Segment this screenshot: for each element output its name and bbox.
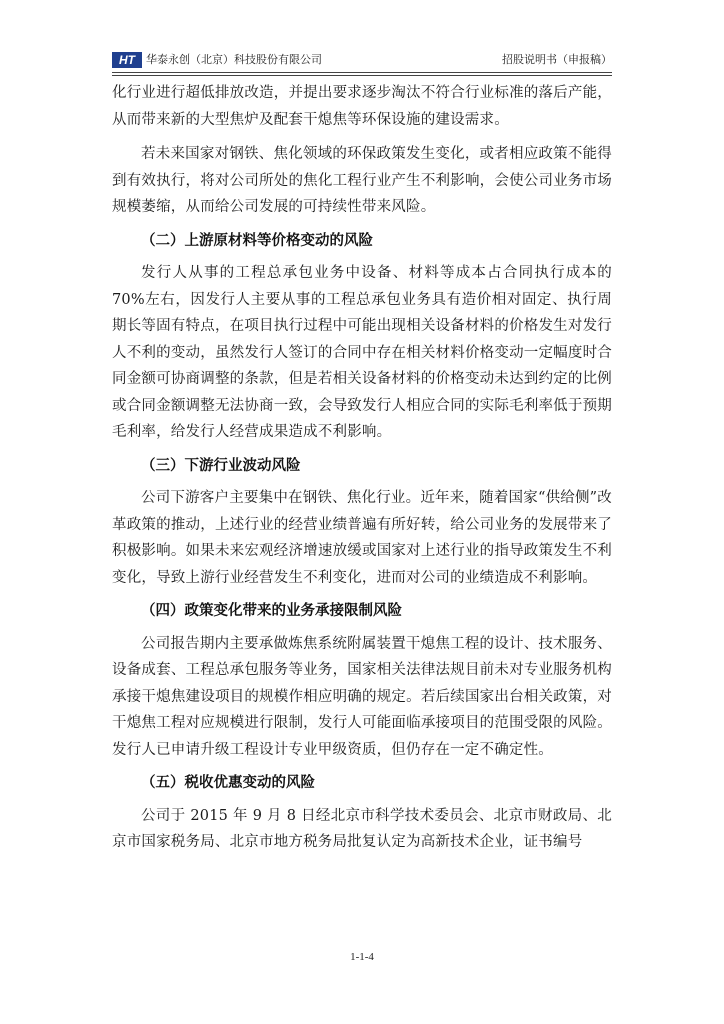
paragraph-tax: 公司于 2015 年 9 月 8 日经北京市科学技术委员会、北京市财政局、北京市国家税务局、北京市地方税务局批复认定为高新技术企业，证书编号 bbox=[112, 807, 612, 850]
section-heading-downstream: （三）下游行业波动风险 bbox=[141, 457, 301, 474]
company-logo: HT bbox=[112, 52, 142, 68]
paragraph-downstream: 公司下游客户主要集中在钢铁、焦化行业。近年来，随着国家“供给侧”改革政策的推动，上述行业的经营业绩普遍有所好转，给公司业务的发展带来了积极影响。如果未来宏观经济增速放缓或国家对上述行业的指导政策发生不利变化，导致上游行业经营发生不利变化，进而对公司的业绩造成不利影响。 bbox=[112, 490, 612, 586]
paragraph-continued: 化行业进行超低排放改造，并提出要求逐步淘汰不符合行业标准的落后产能，从而带来新的大型焦炉及配套干熄焦等环保设施的建设需求。 bbox=[112, 85, 612, 128]
header-rule-bottom bbox=[112, 75, 612, 76]
paragraph-environment-risk: 若未来国家对钢铁、焦化领域的环保政策发生变化，或者相应政策不能得到有效执行，将对公司所处的焦化工程行业产生不利影响，会使公司业务市场规模萎缩，从而给公司发展的可持续性带来风险。 bbox=[112, 146, 612, 215]
page-body bbox=[112, 80, 612, 856]
paragraph-raw-materials: 发行人从事的工程总承包业务中设备、材料等成本占合同执行成本的 70%左右，因发行人主要从事的工程总承包业务具有造价相对固定、执行周期长等固有特点，在项目执行过程中可能出现相关设备材料的价格发生对发行人不利的变动，虽然发行人签订的合同中存在相关材料价格变动一定幅度时合同金额可协商调整的条款，但是若相关设备材料的价格变动未达到约定的比例或合同金额调整无法协商一致，会导致发行人相应合同的实际毛利率低于预期毛利率，给发行人经营成果造成不利影响。 bbox=[112, 265, 612, 440]
company-name: 华泰永创（北京）科技股份有限公司 bbox=[146, 53, 322, 66]
document-type: 招股说明书（申报稿） bbox=[502, 53, 612, 66]
page-number: 1-1-4 bbox=[350, 951, 374, 963]
header-rule-top bbox=[112, 72, 612, 73]
section-heading-raw-materials: （二）上游原材料等价格变动的风险 bbox=[141, 232, 373, 249]
section-heading-policy: （四）政策变化带来的业务承接限制风险 bbox=[141, 603, 402, 619]
section-heading-tax: （五）税收优惠变动的风险 bbox=[141, 775, 315, 791]
page-header bbox=[112, 50, 612, 74]
paragraph-policy: 公司报告期内主要承做炼焦系统附属装置干熄焦工程的设计、技术服务、设备成套、工程总承包服务等业务，国家相关法律法规目前未对专业服务机构承接干熄焦建设项目的规模作相应明确的规定。若后续国家出台相关政策，对干熄焦工程对应规模进行限制，发行人可能面临承接项目的范围受限的风险。发行人已申请升级工程设计专业甲级资质，但仍存在一定不确定性。 bbox=[112, 635, 612, 758]
